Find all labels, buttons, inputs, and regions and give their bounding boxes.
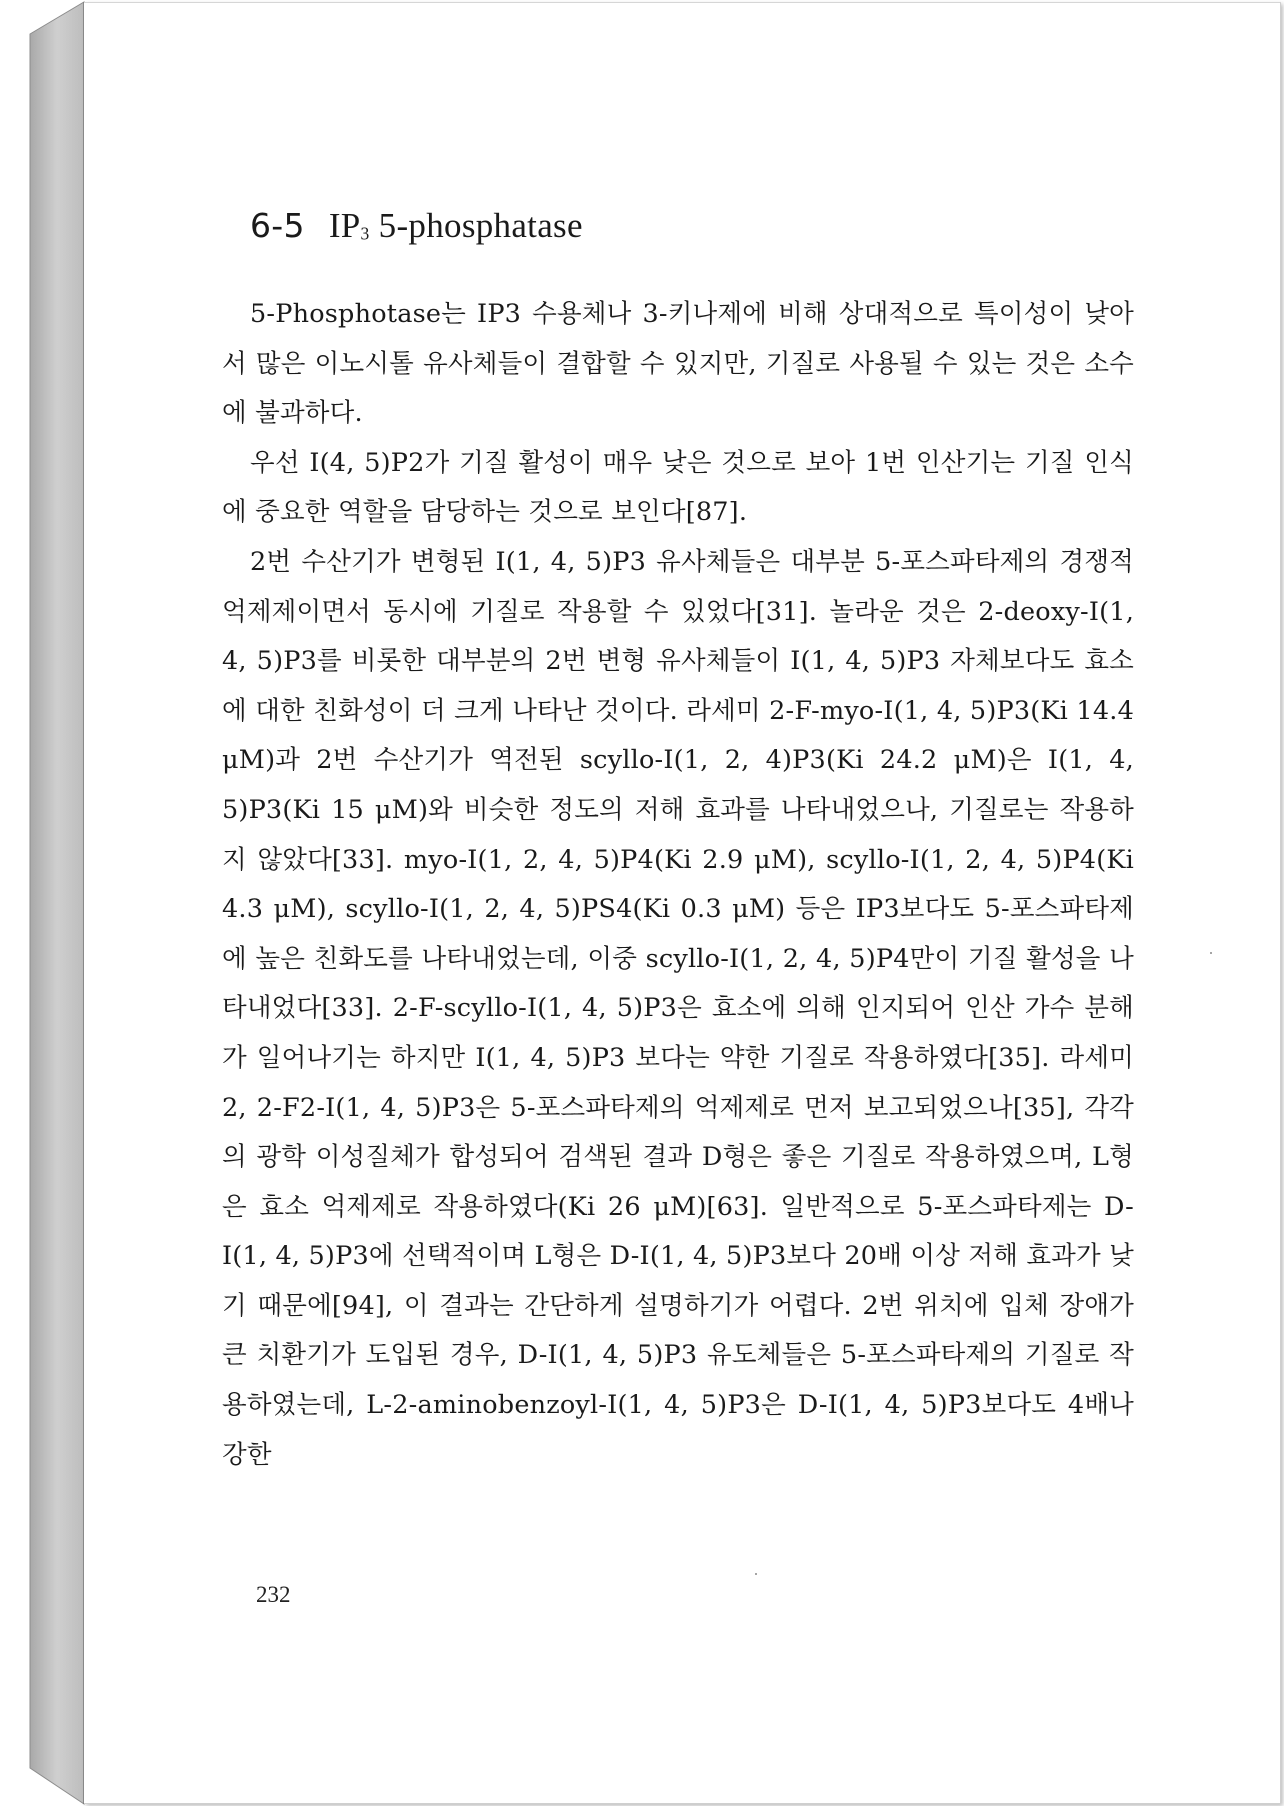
page-content bbox=[222, 206, 1134, 1480]
scan-speck bbox=[1210, 952, 1212, 954]
paragraph-2: 우선 I(4, 5)P2가 기질 활성이 매우 낮은 것으로 보아 1번 인산기는 기질 인식에 중요한 역할을 담당하는 것으로 보인다[87]. bbox=[222, 447, 1134, 528]
scan-speck bbox=[755, 1573, 757, 1575]
section-title-sub: 3 bbox=[360, 223, 370, 244]
section-heading bbox=[250, 206, 1134, 246]
paragraph-1: 5-Phosphotase는 IP3 수용체나 3-키나제에 비해 상대적으로 특이성이 낮아서 많은 이노시톨 유사체들이 결합할 수 있지만, 기질로 사용될 수 있는 것은 소수에 불과하다. bbox=[222, 299, 1134, 429]
paragraph-3: 2번 수산기가 변형된 I(1, 4, 5)P3 유사체들은 대부분 5-포스파타제의 경쟁적 억제제이면서 동시에 기질로 작용할 수 있었다[31]. 놀라운 것은 2-deoxy-I(1, 4, 5)P3를 비롯한 대부분의 2번 변형 유사체들이 I(1, 4, 5)P3 자체보다도 효소에 대한 친화성이 더 크게 나타난 것이다. 라세미 2-F-myo-I(1, 4, 5)P3(Ki 14.4 μM)과 2번 수산기가 역전된 scyllo-I(1, 2, 4)P3(Ki 24.2 μM)은 I(1, 4, 5)P3(Ki 15 μM)와 비슷한 정도의 저해 효과를 나타내었으나, 기질로는 작용하지 않았다[33]. myo-I(1, 2, 4, 5)P4(Ki 2.9 μM), scyllo-I(1, 2, 4, 5)P4(Ki 4.3 μM), scyllo-I(1, 2, 4, 5)PS4(Ki 0.3 μM) 등은 IP3보다도 5-포스파타제에 높은 친화도를 나타내었는데, 이중 scyllo-I(1, 2, 4, 5)P4만이 기질 활성을 나타내었다[33]. 2-F-scyllo-I(1, 4, 5)P3은 효소에 의해 인지되어 인산 가수 분해가 일어나기는 하지만 I(1, 4, 5)P3 보다는 약한 기질로 작용하였다[35]. 라세미 2, 2-F2-I(1, 4, 5)P3은 5-포스파타제의 억제제로 먼저 보고되었으나[35], 각각의 광학 이성질체가 합성되어 검색된 결과 D형은 좋은 기질로 작용하였으며, L형은 효소 억제제로 작용하였다(Ki 26 μM)[63]. 일반적으로 5-포스파타제는 D-I(1, 4, 5)P3에 선택적이며 L형은 D-I(1, 4, 5)P3보다 20배 이상 저해 효과가 낮기 때문에[94], 이 결과는 간단하게 설명하기가 어렵다. 2번 위치에 입체 장애가 큰 치환기가 도입된 경우, D-I(1, 4, 5)P3 유도체들은 5-포스파타제의 기질로 작용하였는데, L-2-aminobenzoyl-I(1, 4, 5)P3은 D-I(1, 4, 5)P3보다도 4배나 강한 bbox=[222, 546, 1134, 1470]
page-number: 232 bbox=[256, 1582, 291, 1607]
section-number: 6-5 bbox=[250, 206, 305, 245]
section-title-post: 5-phosphatase bbox=[369, 206, 583, 245]
section-title-pre: IP bbox=[328, 206, 361, 245]
